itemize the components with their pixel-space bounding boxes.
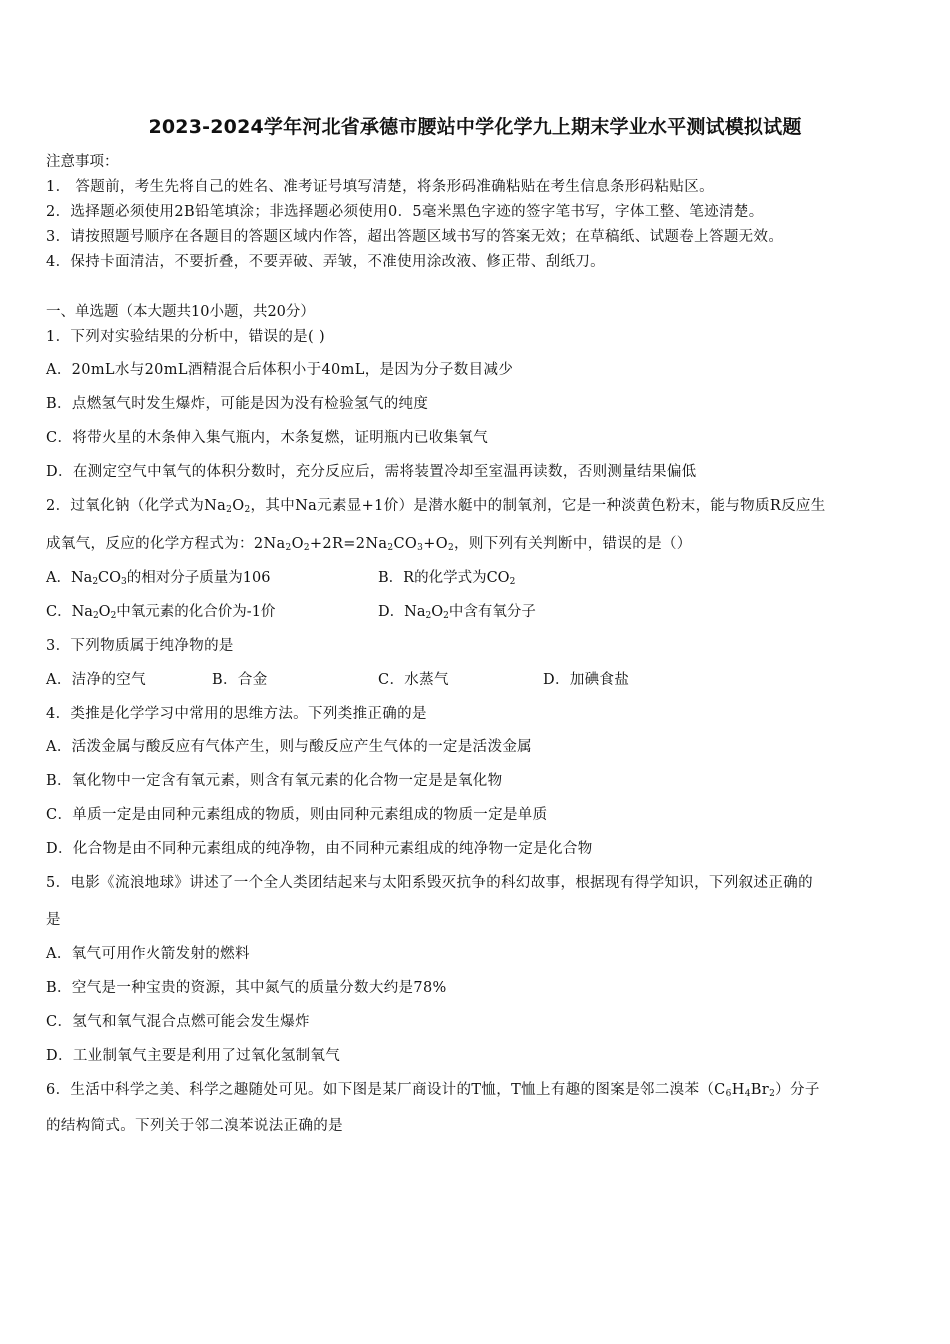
q2-c-sub: 2 bbox=[110, 611, 117, 621]
q4-option-c: C．单质一定是由同种元素组成的物质，则由同种元素组成的物质一定是单质 bbox=[46, 807, 548, 823]
q2-option-d bbox=[378, 602, 536, 622]
q2-b-sub: 2 bbox=[509, 577, 516, 587]
q2-sub: 2 bbox=[226, 505, 233, 515]
q2-option-b bbox=[378, 568, 515, 588]
q2-text: 2．过氧化钠（化学式为Na bbox=[46, 498, 227, 514]
q2-stem-line1 bbox=[46, 496, 826, 516]
q2-text: O bbox=[291, 536, 304, 552]
q5-option-c: C．氢气和氧气混合点燃可能会发生爆炸 bbox=[46, 1014, 310, 1030]
q2-option-c bbox=[46, 602, 275, 622]
q5-option-b: B．空气是一种宝贵的资源，其中氮气的质量分数大约是78% bbox=[46, 980, 447, 996]
q1-option-d: D．在测定空气中氧气的体积分数时，充分反应后，需将装置冷却至室温再读数，否则测量结果偏低 bbox=[46, 464, 697, 480]
q5-stem-line2: 是 bbox=[46, 912, 61, 928]
q5-option-d: D．工业制氧气主要是利用了过氧化氢制氧气 bbox=[46, 1048, 341, 1064]
notice-heading: 注意事项： bbox=[46, 154, 119, 170]
q2-text: +O bbox=[423, 536, 448, 552]
q4-option-b: B．氧化物中一定含有氧元素，则含有氧元素的化合物一定是是氧化物 bbox=[46, 773, 503, 789]
q2-sub: 2 bbox=[387, 543, 394, 553]
q2-stem-line2 bbox=[46, 534, 692, 554]
q6-stem-line1 bbox=[46, 1080, 820, 1100]
notice-item-4: 4．保持卡面清洁，不要折叠，不要弄破、弄皱，不准使用涂改液、修正带、刮纸刀。 bbox=[46, 254, 606, 270]
q2-option-a bbox=[46, 568, 270, 588]
notice-item-2: 2．选择题必须使用2B铅笔填涂；非选择题必须使用0．5毫米黑色字迹的签字笔书写，字体工整、笔迹清楚。 bbox=[46, 204, 764, 220]
q4-stem: 4．类推是化学学习中常用的思维方法。下列类推正确的是 bbox=[46, 706, 427, 722]
section-heading: 一、单选题（本大题共10小题，共20分） bbox=[46, 304, 315, 320]
q2-d-text: O bbox=[431, 604, 444, 620]
q2-text: O bbox=[232, 498, 245, 514]
q1-option-c: C．将带火星的木条伸入集气瓶内，木条复燃，证明瓶内已收集氧气 bbox=[46, 430, 489, 446]
q1-option-b: B．点燃氢气时发生爆炸，可能是因为没有检验氢气的纯度 bbox=[46, 396, 429, 412]
q2-sub: 2 bbox=[303, 543, 310, 553]
q2-c-text: 中氧元素的化合价为-1价 bbox=[116, 604, 276, 620]
page-title: 2023-2024学年河北省承德市腰站中学化学九上期末学业水平测试模拟试题 bbox=[148, 116, 802, 138]
q2-a-text: A．Na bbox=[46, 570, 93, 586]
q2-sub: 3 bbox=[417, 543, 424, 553]
q2-text: 成氧气，反应的化学方程式为：2Na bbox=[46, 536, 286, 552]
q4-option-d: D．化合物是由不同种元素组成的纯净物，由不同种元素组成的纯净物一定是化合物 bbox=[46, 841, 593, 857]
q3-option-b: B．合金 bbox=[212, 672, 268, 688]
q6-text: H bbox=[731, 1082, 745, 1098]
q6-sub: 6 bbox=[725, 1089, 732, 1099]
q2-c-sub: 2 bbox=[92, 611, 99, 621]
q2-sub: 2 bbox=[244, 505, 251, 515]
q2-a-text: CO bbox=[98, 570, 122, 586]
q2-a-sub: 2 bbox=[92, 577, 99, 587]
q2-a-text: 的相对分子质量为106 bbox=[126, 570, 271, 586]
q6-sub: 4 bbox=[744, 1089, 751, 1099]
q2-sub: 2 bbox=[285, 543, 292, 553]
q5-option-a: A．氧气可用作火箭发射的燃料 bbox=[46, 946, 250, 962]
q6-sub: 2 bbox=[769, 1089, 776, 1099]
notice-item-3: 3．请按照题号顺序在各题目的答题区域内作答，超出答题区域书写的答案无效；在草稿纸、试题卷上答题无效。 bbox=[46, 229, 784, 245]
q2-text: +2R=2Na bbox=[309, 536, 388, 552]
q2-text: ，其中Na元素显+1价）是潜水艇中的制氧剂，它是一种淡黄色粉末，能与物质R反应生 bbox=[250, 498, 826, 514]
q2-b-text: B．R的化学式为CO bbox=[378, 570, 510, 586]
q6-text: ）分子 bbox=[775, 1082, 820, 1098]
q3-stem: 3．下列物质属于纯净物的是 bbox=[46, 638, 234, 654]
q4-option-a: A．活泼金属与酸反应有气体产生，则与酸反应产生气体的一定是活泼金属 bbox=[46, 739, 533, 755]
q5-stem-line1: 5．电影《流浪地球》讲述了一个全人类团结起来与太阳系毁灭抗争的科幻故事，根据现有得学知识，下列叙述正确的 bbox=[46, 875, 813, 891]
q3-option-d: D．加碘食盐 bbox=[543, 672, 630, 688]
q3-option-c: C．水蒸气 bbox=[378, 672, 449, 688]
q2-c-text: C．Na bbox=[46, 604, 93, 620]
q2-d-sub: 2 bbox=[443, 611, 449, 621]
q2-d-text: D．Na bbox=[378, 604, 426, 620]
q2-d-text: 中含有氧分子 bbox=[448, 604, 536, 620]
q2-a-sub: 3 bbox=[121, 577, 127, 587]
q1-option-a: A．20mL水与20mL酒精混合后体积小于40mL，是因为分子数目减少 bbox=[46, 362, 514, 378]
notice-item-1: 1． 答题前，考生先将自己的姓名、准考证号填写清楚，将条形码准确粘贴在考生信息条形码粘贴区。 bbox=[46, 179, 714, 195]
q2-c-text: O bbox=[98, 604, 111, 620]
q1-stem: 1．下列对实验结果的分析中，错误的是( ) bbox=[46, 329, 325, 345]
q2-d-sub: 2 bbox=[425, 611, 432, 621]
q2-text: CO bbox=[393, 536, 418, 552]
q2-text: ，则下列有关判断中，错误的是（） bbox=[454, 536, 692, 552]
q6-text: Br bbox=[750, 1082, 770, 1098]
q6-text: 6．生活中科学之美、科学之趣随处可见。如下图是某厂商设计的T恤，T恤上有趣的图案是邻二溴苯（C bbox=[46, 1082, 726, 1098]
q6-stem-line2: 的结构简式。下列关于邻二溴苯说法正确的是 bbox=[46, 1118, 343, 1134]
q2-sub: 2 bbox=[447, 543, 455, 553]
q3-option-a: A．洁净的空气 bbox=[46, 672, 146, 688]
